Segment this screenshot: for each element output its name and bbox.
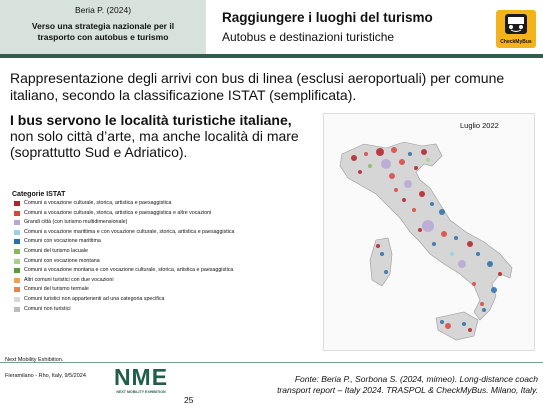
legend-label: Comuni con vocazione marittima — [24, 238, 101, 245]
legend-swatch — [14, 278, 20, 283]
legend-label: Altri comuni turistici con due vocazioni — [24, 276, 114, 283]
map-dot — [376, 148, 384, 156]
map-dot — [402, 198, 406, 202]
legend-swatch — [14, 230, 20, 235]
legend-swatch — [14, 259, 20, 264]
slide-subtitle: Autobus e destinazioni turistiche — [222, 30, 395, 44]
key-point-line2: non solo città d’arte, ma anche località di mare — [10, 128, 299, 144]
map-dot — [364, 152, 368, 156]
legend-swatch — [14, 249, 20, 254]
map-dot — [380, 252, 384, 256]
deck-title-line1: Verso una strategia nazionale per il — [31, 21, 175, 31]
map-dot — [441, 231, 447, 237]
map-dot — [368, 164, 372, 168]
map-dot — [418, 228, 422, 232]
logo-text: CheckMyBus — [500, 39, 532, 45]
map-dot — [468, 328, 472, 332]
deck-title-line2: trasporto con autobus e turismo — [37, 32, 169, 42]
map-dot — [467, 241, 473, 247]
legend-label: Grandi città (con turismo multidimensionale) — [24, 219, 128, 226]
footer-divider — [0, 362, 543, 363]
legend-label: Comuni a vocazione culturale, storica, artistica e paesaggistica — [24, 200, 172, 206]
map-dot — [480, 302, 484, 306]
map-dot — [491, 287, 497, 293]
legend-label: Comuni del turismo lacuale — [24, 248, 88, 254]
map-dot — [462, 322, 466, 326]
map-dot — [498, 272, 502, 276]
map-dot — [482, 308, 486, 312]
map-dot — [389, 173, 395, 179]
intro-line2: italiano, secondo la classificazione ISTAT (semplificata). — [10, 87, 357, 103]
map-dot — [439, 209, 445, 215]
legend-label: Comuni turistici non appartenenti ad una categoria specifica — [24, 296, 165, 302]
legend-swatch — [14, 239, 20, 244]
intro-line1: Rappresentazione degli arrivi con bus di linea (esclusi aeroportuali) per comune — [10, 70, 505, 86]
page-number: 25 — [184, 395, 194, 405]
header-left-panel — [0, 0, 206, 54]
map-dot — [381, 159, 391, 169]
map-dot — [391, 147, 397, 153]
legend-swatch — [14, 297, 20, 302]
map-dot — [445, 323, 451, 329]
legend-label: Comuni a vocazione marittima e con vocazione culturale, storica, artistica e paesaggistica — [24, 228, 235, 235]
map-dot — [458, 260, 466, 268]
map-dot — [412, 208, 416, 212]
nme-logo-text: NME — [113, 364, 169, 390]
map-dot — [472, 282, 476, 286]
map-dot — [414, 166, 418, 170]
sicily — [436, 312, 478, 340]
slide-title: Raggiungere i luoghi del turismo — [222, 10, 433, 25]
legend-swatch — [14, 287, 20, 292]
footer-event: Next Mobility Exhibition. — [5, 357, 64, 363]
legend-swatch — [14, 201, 20, 206]
legend-swatch — [14, 307, 20, 312]
map-dot — [419, 191, 425, 197]
legend-label: Comuni a vocazione montana e con vocazione culturale, storica, artistica e paesaggistica — [24, 267, 234, 274]
legend-label: Comuni del turismo termale — [24, 286, 89, 293]
legend-swatch — [14, 220, 20, 225]
header-divider — [0, 54, 543, 58]
source-citation — [234, 374, 538, 395]
map-dot — [358, 170, 362, 174]
key-point-line3: (soprattutto Sud e Adriatico). — [10, 144, 188, 160]
italy-map-svg — [324, 114, 534, 350]
map-dot — [430, 202, 434, 206]
legend-swatch — [14, 211, 20, 216]
author-label: Beria P. (2024) — [74, 5, 132, 15]
footer-place: Fieramilano - Rho, Italy, 9/5/2024 — [5, 373, 86, 379]
map-date-label: Luglio 2022 — [460, 121, 499, 130]
nme-logo-sub: NEXT MOBILITY EXHIBITION — [116, 390, 166, 394]
map-dot — [421, 149, 427, 155]
key-point-bold: I bus servono le località turistiche italiane, — [10, 112, 292, 128]
intro-text — [10, 70, 530, 104]
map-dot — [399, 159, 405, 165]
legend-swatch — [14, 268, 20, 273]
map-dot — [404, 180, 412, 188]
map-dot — [476, 252, 480, 256]
map-dot — [487, 261, 493, 267]
map-dot — [408, 152, 412, 156]
legend-label: Comuni non turistici — [24, 305, 71, 312]
map-dot — [426, 158, 430, 162]
map-dot — [440, 320, 444, 324]
legend-label: Comuni con vocazione montana — [24, 257, 100, 264]
nme-logo — [111, 364, 171, 404]
map-dot — [376, 244, 380, 248]
italy-map — [323, 113, 535, 351]
map-dot — [432, 242, 436, 246]
source-line1: Fonte: Beria P., Sorbona S. (2024, mimeo). Long-distance coach — [294, 374, 538, 384]
source-line2: transport report – Italy 2024. TRASPOL & CheckMyBus. Milano, Italy. — [277, 384, 538, 395]
map-dot — [454, 236, 458, 240]
map-dot — [450, 252, 454, 256]
map-dot — [351, 155, 357, 161]
sardinia — [370, 238, 392, 286]
header-right-panel — [206, 0, 543, 54]
map-dot — [394, 188, 398, 192]
bus-icon — [496, 10, 536, 40]
key-point — [10, 112, 310, 160]
legend-title: Categorie ISTAT — [12, 191, 66, 198]
map-dot — [422, 220, 434, 232]
map-dot — [384, 270, 388, 274]
legend-label: Comuni a vocazione culturale, storica, artistica e paesaggistica e altre vocazioni — [24, 209, 212, 216]
